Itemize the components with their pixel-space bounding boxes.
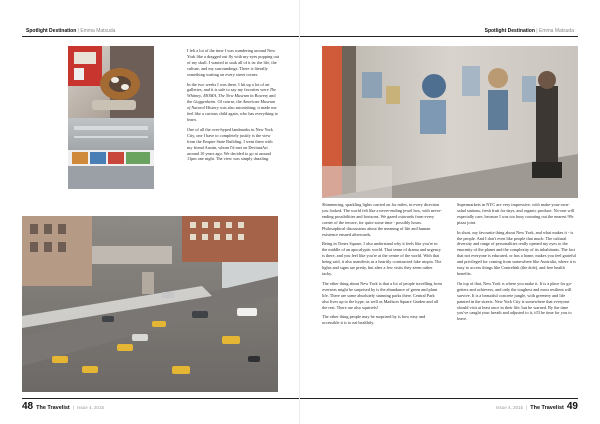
issue-label: Issue 4, 2015 <box>76 405 104 410</box>
header-separator: | <box>77 28 79 34</box>
right-article-column-2 <box>457 202 578 326</box>
header-author: Emma Matsuda <box>80 28 116 34</box>
text-span: In the two weeks I was there, I hit up a lot of art galleries, and it is safe to say my favorites were <box>187 81 270 93</box>
left-footer <box>22 401 104 417</box>
photo-mural-street <box>322 46 578 198</box>
footer-separator: | <box>526 405 528 410</box>
paragraph: The other thing about New York is that a lot of people travelling from overseas might be surprised by is the abundance of green and plant life. There are some absolutely stunning parks there. Central Park also lives up to the hype, as well as Madison Square Garden and all the rest. There are also squirrels! <box>322 280 442 310</box>
museum-moma: MOMA <box>203 93 217 99</box>
right-header-rule <box>300 36 578 37</box>
right-footer <box>496 401 578 417</box>
paragraph: On top of that, New York is where you make it. It is a place for go-getters and achievers, and only the toughest and most resilient will survive. It is a beautiful concrete jungle, with greenery and life painted in the streets. New York City is somewhere that everyone should visit at least once in their life, but be warned. By the time you've caught your breath and adjusted to it, it'll be time for you to leave. <box>457 280 573 322</box>
left-article-column <box>187 48 279 166</box>
footer-separator: | <box>72 405 74 410</box>
header-section: Spotlight Destination <box>26 28 77 34</box>
magazine-name: The Travelist <box>36 405 70 411</box>
magazine-name: The Travelist <box>530 405 564 411</box>
paragraph: Supermarkets in NYC are very impressive, with make-your-own-salad stations, fresh fruit for days, and organic produce. No-one will especially care, because I was too busy counting out the nearest 99c pizza joint. <box>457 202 575 225</box>
paragraph-galleries <box>187 82 279 123</box>
paragraph: The other thing people may be surprised by is how easy and accessible it is to eat healthily. <box>322 314 426 326</box>
museum-whitney: The Whitney <box>187 87 277 99</box>
right-footer-rule <box>300 398 578 399</box>
museum-amnh: American Museum of Natural History <box>187 99 276 111</box>
paragraph: Being in Times Square, I also understand why it feels like you're in the middle of an apocalyptic world. That sense of drama and urgency is there, and you feel like you're at the centre of the world. With that being said, it also manifests as a heartily constructed fake utopia. The lights and signs are pretty, but after a few visits they seem rather tacky. <box>322 241 442 276</box>
street-image <box>22 216 278 392</box>
collage-image <box>68 46 154 189</box>
right-running-header <box>485 27 574 35</box>
left-header-rule <box>22 36 300 37</box>
text-span: was also astonishing; it made me feel like a curious child again, who has everything to learn. <box>187 105 278 122</box>
museum-guggenheim: Guggenheim <box>193 99 216 105</box>
text-span: , <box>201 93 204 99</box>
page-number-right: 49 <box>566 401 578 412</box>
text-span: , <box>216 93 219 99</box>
paragraph: One of all the over-hyped landmarks in New York City, one I have to completely justify is the view from the Empire State Building. I went there with my friend Austin, whom I'd met on DeviantArt around 10 years ago. We decided to go at around 11pm one night. The view was simply dazzling. <box>187 126 273 162</box>
left-running-header <box>26 27 115 35</box>
left-footer-rule <box>22 398 300 399</box>
issue-label: Issue 4, 2015 <box>496 405 524 410</box>
header-section: Spotlight Destination <box>484 28 535 34</box>
photo-city-street <box>22 216 278 392</box>
right-article-column-1 <box>322 202 442 330</box>
paragraph: In short, my favourite thing about New York, and what makes it - is the people. And I don't even like people that much. The cultural diversity and range of personalities really opened my eyes to the enormity of the planet and the complexity of its inhabitants. The fact that not everyone is educated, or has a home, makes you feel grateful and privileged for coming from somewhere like Australia, where it is easy to access things like Centrelink (the dole), and free health benefits. <box>457 229 576 276</box>
mural-image <box>322 46 578 198</box>
right-page <box>300 0 600 424</box>
text-span: . Of course, the <box>215 99 243 105</box>
paragraph: Shimmering, sparkling lights carried on for miles, in every direction you looked. The world felt like a never-ending jewel box, with never-ending possibilities and horizons. We gazed outwards from every corner of the terrace, for quite some time - possibly hours. Philosophical discussions about the meaning of life and human existence ensued afterwards. <box>322 202 442 237</box>
page-number-left: 48 <box>22 401 34 412</box>
paragraph: I felt a lot of the time I was wandering around New York like a dragged out fly with my eyes popping out of my skull. I wanted to soak all of it in: the life, the culture, and my surroundings. There is literally something waiting on every street corner. <box>187 48 279 77</box>
header-author: Emma Matsuda <box>538 28 574 34</box>
text-span: in Bowery and the <box>187 93 276 105</box>
header-separator: | <box>536 28 538 34</box>
museum-new-museum: The New Museum <box>218 93 250 99</box>
photo-pretzel-subway <box>68 46 154 189</box>
